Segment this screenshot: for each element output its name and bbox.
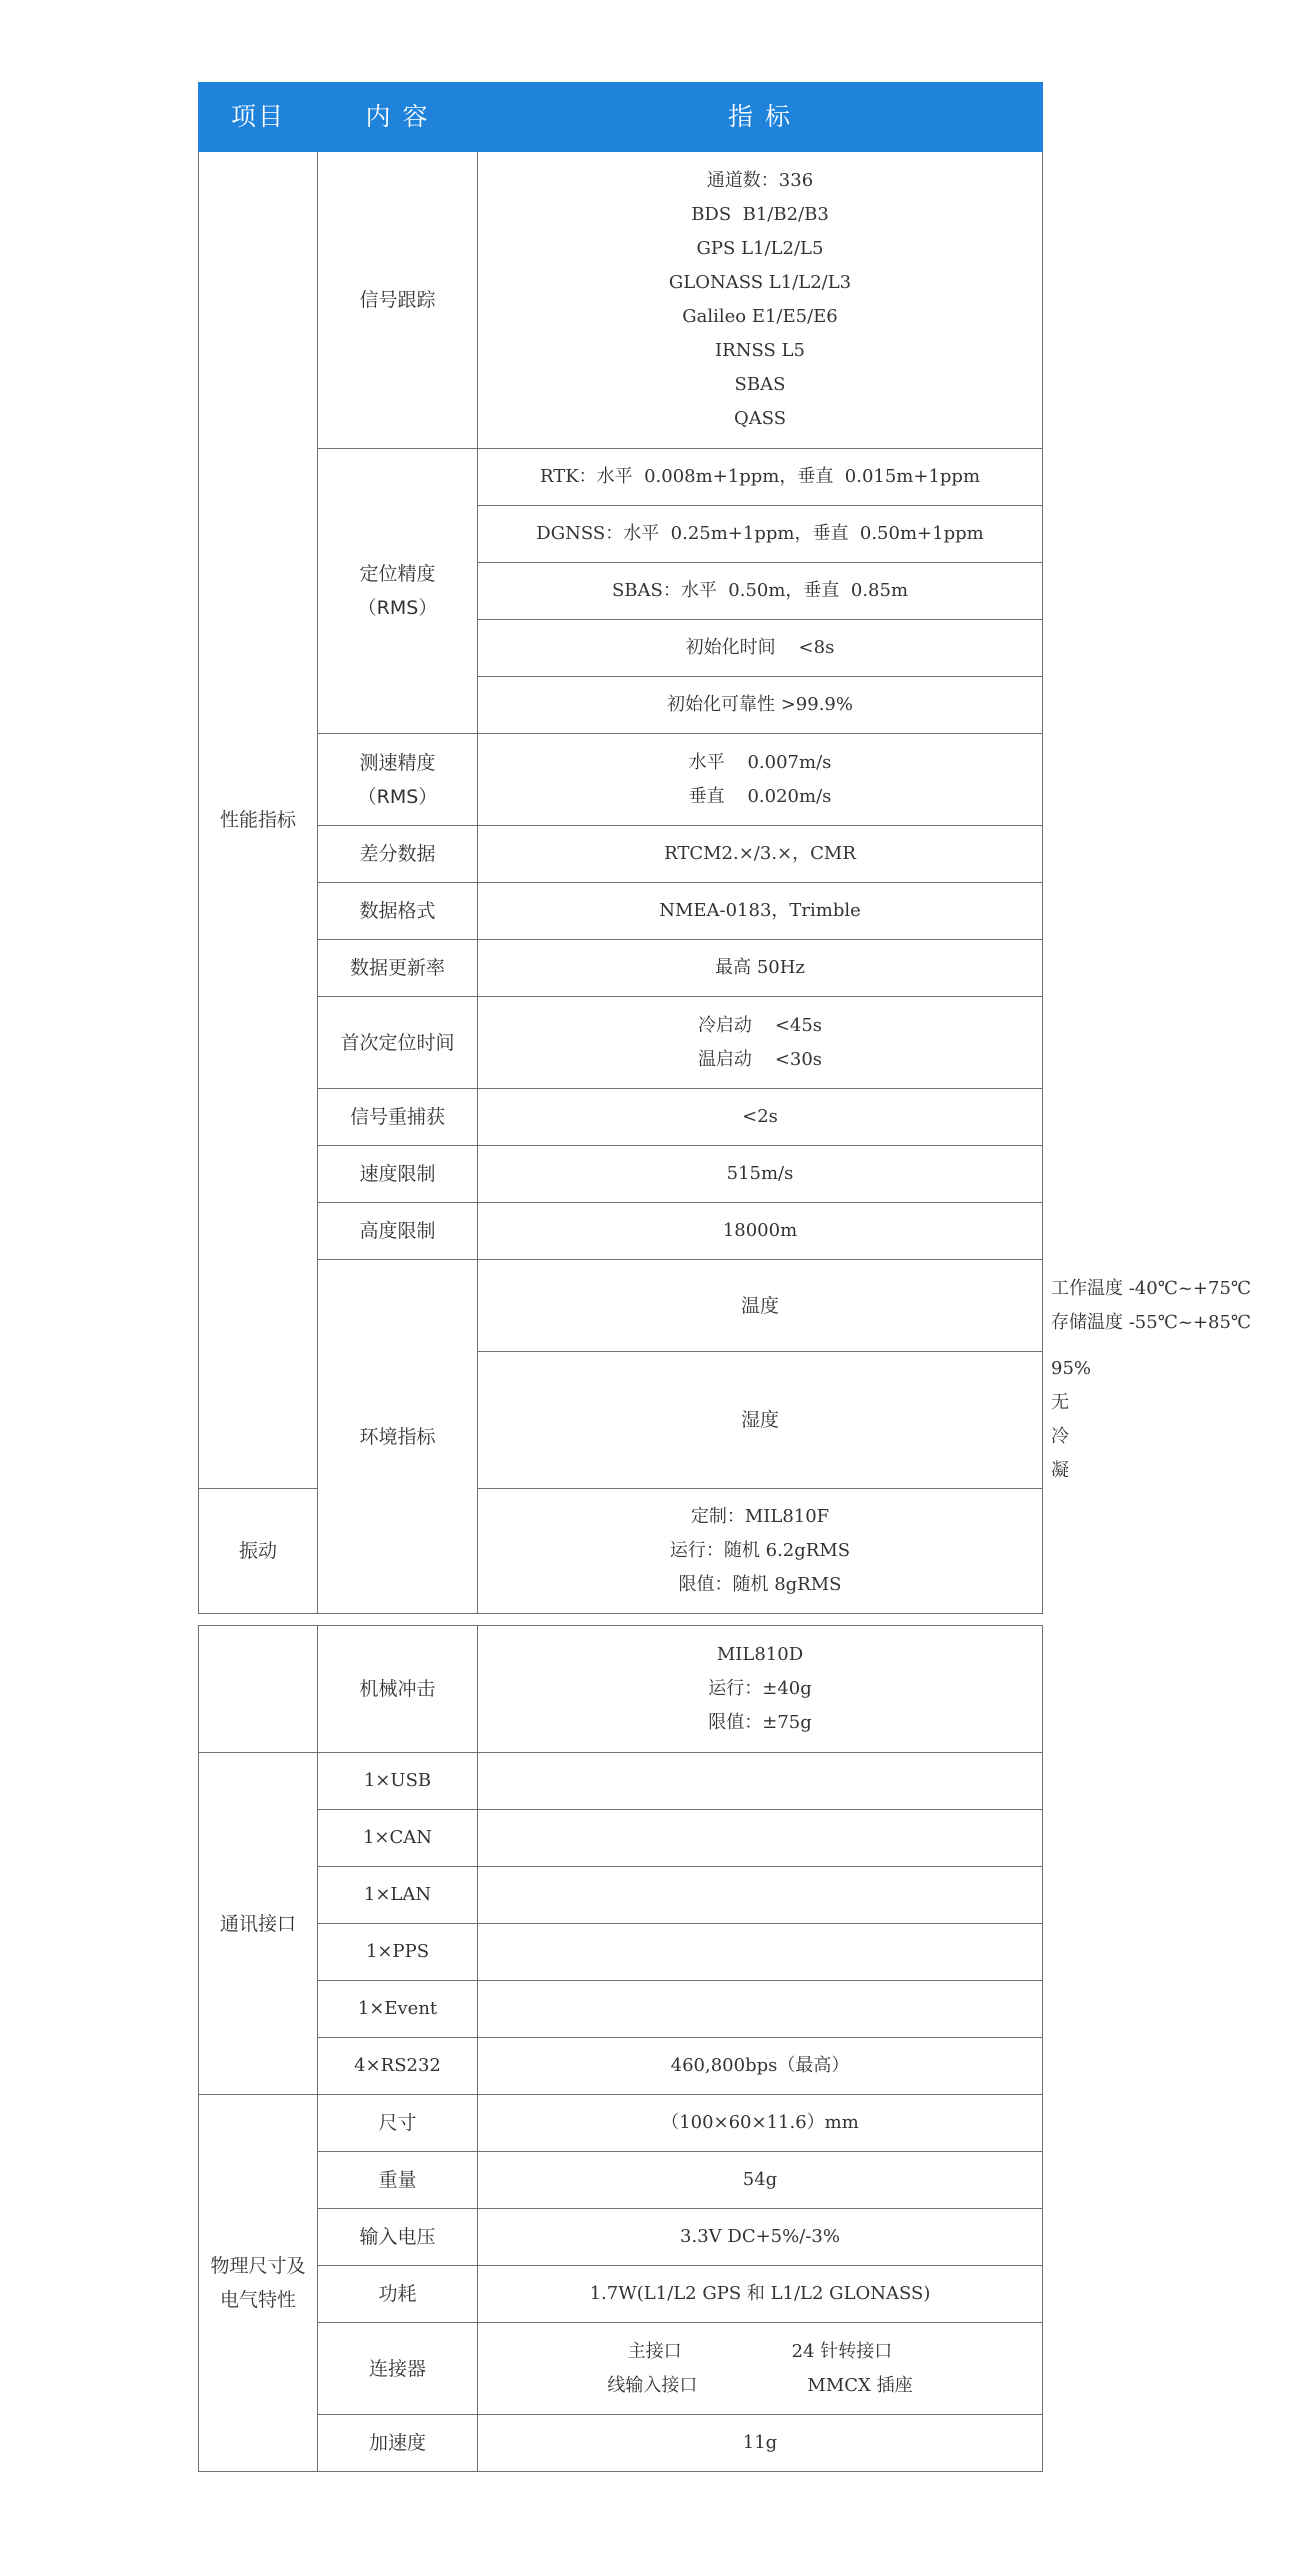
table-row (199, 2415, 1043, 2472)
header-spec: 指 标 (478, 83, 1043, 152)
label-voltage: 输入电压 (318, 2209, 478, 2266)
ttff-line: 冷启动 <45s (697, 1014, 823, 1036)
label-line: 测速精度 (359, 751, 436, 774)
value-differential: RTCM2.×/3.×，CMR (478, 826, 1043, 883)
value-size: （100×60×11.6）mm (478, 2095, 1043, 2152)
table-row (199, 1146, 1043, 1203)
header-content: 内 容 (318, 83, 478, 152)
label-usb: 1×USB (318, 1753, 478, 1810)
tracking-line: SBAS (734, 374, 786, 395)
value-power: 1.7W(L1/L2 GPS 和 L1/L2 GLONASS) (478, 2266, 1043, 2323)
table-row (199, 940, 1043, 997)
spec-table-1 (198, 82, 1252, 1614)
label-vibration: 振动 (199, 1489, 318, 1614)
vibration-line: 限值：随机 8gRMS (678, 1574, 842, 1595)
ttff-line: 温启动 <30s (697, 1048, 823, 1070)
label-differential: 差分数据 (318, 826, 478, 883)
table-row (199, 1924, 1043, 1981)
value-altitude-limit: 18000m (478, 1203, 1043, 1260)
table-row (199, 1810, 1043, 1867)
velocity-line: 垂直 0.020m/s (688, 785, 832, 807)
header-item: 项目 (199, 83, 318, 152)
table-row (199, 2266, 1043, 2323)
table-row (199, 449, 1043, 506)
table-row (199, 1089, 1043, 1146)
value-shock (478, 1626, 1043, 1753)
table-header-row (199, 83, 1043, 152)
label-altitude-limit: 高度限制 (318, 1203, 478, 1260)
value-dgnss: DGNSS：水平 0.25m+1ppm，垂直 0.50m+1ppm (478, 506, 1043, 563)
label-shock: 机械冲击 (318, 1626, 478, 1753)
label-weight: 重量 (318, 2152, 478, 2209)
table-row (199, 1867, 1043, 1924)
shock-line: MIL810D (716, 1644, 804, 1665)
table-row (199, 1981, 1043, 2038)
label-temperature: 温度 (478, 1260, 1043, 1352)
vibration-line: 运行：随机 6.2gRMS (669, 1540, 851, 1561)
label-velocity-accuracy (318, 734, 478, 826)
value-ttff (478, 997, 1043, 1089)
label-speed-limit: 速度限制 (318, 1146, 478, 1203)
tracking-line: QASS (733, 408, 787, 429)
table-row (199, 997, 1043, 1089)
table-row (199, 826, 1043, 883)
table-row (199, 2323, 1043, 2415)
value-velocity-accuracy (478, 734, 1043, 826)
value-rtk: RTK：水平 0.008m+1ppm，垂直 0.015m+1ppm (478, 449, 1043, 506)
table-row (199, 1753, 1043, 1810)
table-row (199, 2209, 1043, 2266)
tracking-line: GLONASS L1/L2/L3 (668, 272, 852, 293)
label-size: 尺寸 (318, 2095, 478, 2152)
table-row (199, 2152, 1043, 2209)
value-acceleration: 11g (478, 2415, 1043, 2472)
category-empty (199, 1626, 318, 1753)
value-can (478, 1810, 1043, 1867)
category-performance: 性能指标 (199, 152, 318, 1489)
value-usb (478, 1753, 1043, 1810)
label-line: 定位精度 (359, 563, 436, 585)
value-signal-tracking (478, 152, 1043, 449)
value-data-format: NMEA-0183，Trimble (478, 883, 1043, 940)
table-row: 湿度 95%无冷凝 (199, 1352, 1043, 1489)
label-acceleration: 加速度 (318, 2415, 478, 2472)
value-vibration (478, 1489, 1043, 1614)
value-voltage: 3.3V DC+5%/-3% (478, 2209, 1043, 2266)
velocity-line: 水平 0.007m/s (688, 751, 832, 773)
table-row (199, 883, 1043, 940)
label-event: 1×Event (318, 1981, 478, 2038)
label-can: 1×CAN (318, 1810, 478, 1867)
connector-line-2 (486, 2369, 1034, 2403)
table-row (199, 1626, 1043, 1753)
shock-line: 运行：±40g (708, 1678, 812, 1699)
connector-main: 主接口 (627, 2340, 682, 2362)
label-line: （RMS） (357, 785, 438, 808)
label-reacquisition: 信号重捕获 (318, 1089, 478, 1146)
table-row (199, 1203, 1043, 1260)
category-interfaces: 通讯接口 (199, 1753, 318, 2095)
table-row (199, 734, 1043, 826)
connector-mmcx: MMCX 插座 (807, 2374, 913, 2396)
label-ttff: 首次定位时间 (318, 997, 478, 1089)
value-reacquisition: <2s (478, 1089, 1043, 1146)
label-lan: 1×LAN (318, 1867, 478, 1924)
label-rs232: 4×RS232 (318, 2038, 478, 2095)
label-data-format: 数据格式 (318, 883, 478, 940)
spec-table-2 (198, 1625, 1043, 2472)
category-line: 电气特性 (219, 2289, 296, 2311)
value-init-time: 初始化时间 <8s (478, 620, 1043, 677)
table-row (199, 2038, 1043, 2095)
table-row (199, 152, 1043, 449)
tracking-line: BDS B1/B2/B3 (691, 204, 829, 225)
tracking-line: IRNSS L5 (715, 340, 805, 361)
value-weight: 54g (478, 2152, 1043, 2209)
value-init-reliability: 初始化可靠性 >99.9% (478, 677, 1043, 734)
label-line: （RMS） (357, 597, 438, 619)
tracking-line: 通道数：336 (706, 170, 814, 191)
tracking-line: Galileo E1/E5/E6 (682, 306, 838, 327)
vibration-line: 定制：MIL810F (690, 1506, 830, 1527)
connector-line-1 (486, 2335, 1034, 2369)
category-physical (199, 2095, 318, 2472)
label-humidity: 湿度 (478, 1352, 1043, 1489)
tracking-line: GPS L1/L2/L5 (696, 238, 824, 259)
category-environment: 环境指标 (318, 1260, 478, 1614)
label-pps: 1×PPS (318, 1924, 478, 1981)
shock-line: 限值：±75g (708, 1712, 812, 1733)
label-signal-tracking: 信号跟踪 (318, 152, 478, 449)
connector-24pin: 24 针转接口 (791, 2340, 893, 2362)
value-sbas: SBAS：水平 0.50m，垂直 0.85m (478, 563, 1043, 620)
connector-input: 线输入接口 (607, 2374, 698, 2396)
value-pps (478, 1924, 1043, 1981)
value-connector (478, 2323, 1043, 2415)
label-positioning-accuracy (318, 449, 478, 734)
value-update-rate: 最高 50Hz (478, 940, 1043, 997)
value-rs232: 460,800bps（最高） (478, 2038, 1043, 2095)
value-speed-limit: 515m/s (478, 1146, 1043, 1203)
label-connector: 连接器 (318, 2323, 478, 2415)
table-row (199, 2095, 1043, 2152)
value-lan (478, 1867, 1043, 1924)
category-line: 物理尺寸及 (210, 2255, 306, 2277)
label-power: 功耗 (318, 2266, 478, 2323)
label-update-rate: 数据更新率 (318, 940, 478, 997)
table-row: 环境指标 温度 工作温度 -40℃~+75℃ 存储温度 -55℃~+85℃ (199, 1260, 1043, 1352)
value-event (478, 1981, 1043, 2038)
